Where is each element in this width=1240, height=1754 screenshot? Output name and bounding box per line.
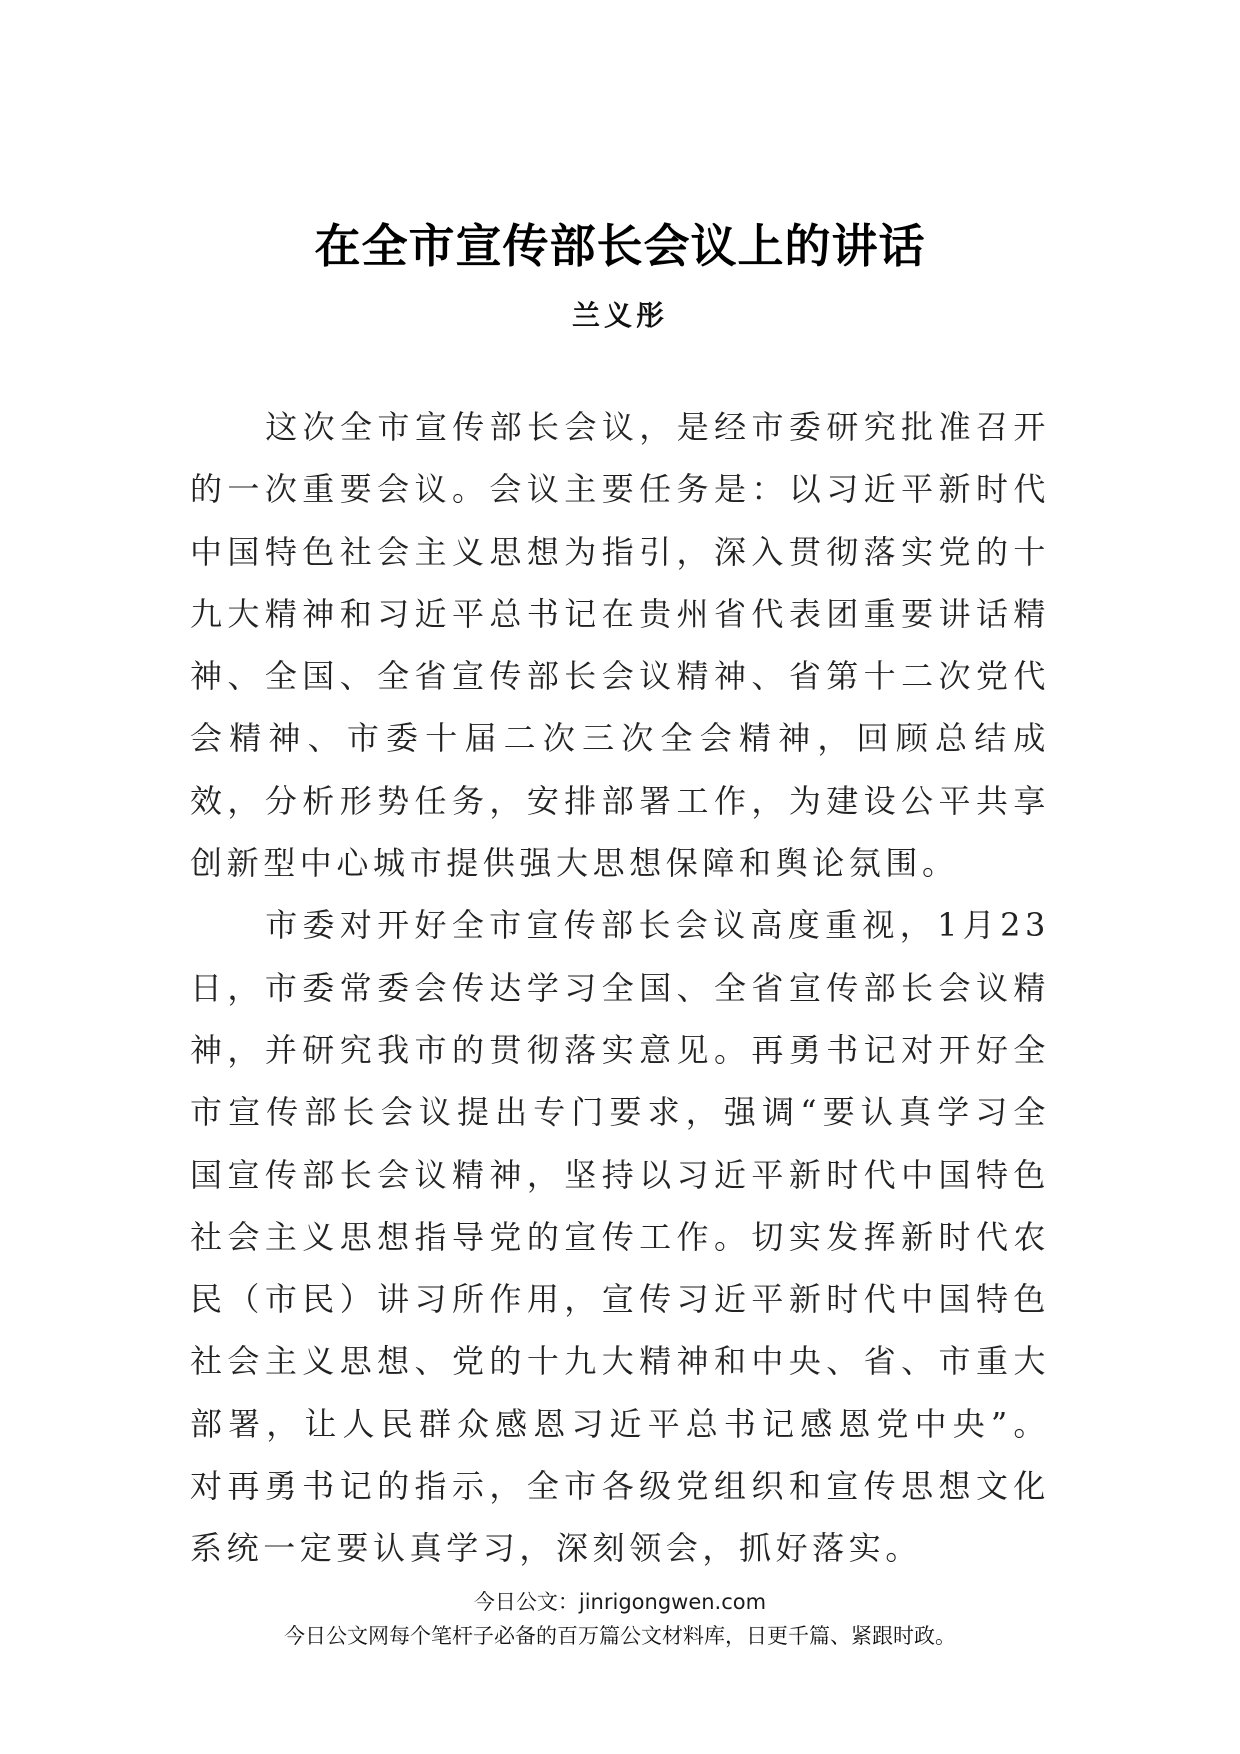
footer-site-link[interactable]: jinrigongwen.com bbox=[578, 1590, 767, 1614]
footer-slogan: 今日公文网每个笔杆子必备的百万篇公文材料库，日更千篇、紧跟时政。 bbox=[284, 1624, 956, 1648]
document-title: 在全市宣传部长会议上的讲话 bbox=[314, 219, 926, 273]
footer-site-line bbox=[0, 1588, 1240, 1616]
body-paragraph-2: 市委对开好全市宣传部长会议高度重视，1月23日，市委常委会传达学习全国、全省宣传部长会议精神，并研究我市的贯彻落实意见。再勇书记对开好全市宣传部长会议提出专门要求，强调“要认真学习全国宣传部长会议精神，坚持以习近平新时代中国特色社会主义思想指导党的宣传工作。切实发挥新时代农民（市民）讲习所作用，宣传习近平新时代中国特色社会主义思想、党的十九大精神和中央、省、市重大部署，让人民群众感恩习近平总书记感恩党中央”。对再勇书记的指示，全市各级党组织和宣传思想文化系统一定要认真学习，深刻领会，抓好落实。 bbox=[190, 906, 1050, 1568]
document-body bbox=[190, 396, 1050, 1580]
footer-site-label: 今日公文： bbox=[473, 1590, 579, 1614]
document-author: 兰义彤 bbox=[571, 299, 668, 332]
body-paragraph-1: 这次全市宣传部长会议，是经市委研究批准召开的一次重要会议。会议主要任务是：以习近平新时代中国特色社会主义思想为指引，深入贯彻落实党的十九大精神和习近平总书记在贵州省代表团重要讲话精神、全国、全省宣传部长会议精神、省第十二次党代会精神、市委十届二次三次全会精神，回顾总结成效，分析形势任务，安排部署工作，为建设公平共享创新型中心城市提供强大思想保障和舆论氛围。 bbox=[190, 408, 1050, 883]
